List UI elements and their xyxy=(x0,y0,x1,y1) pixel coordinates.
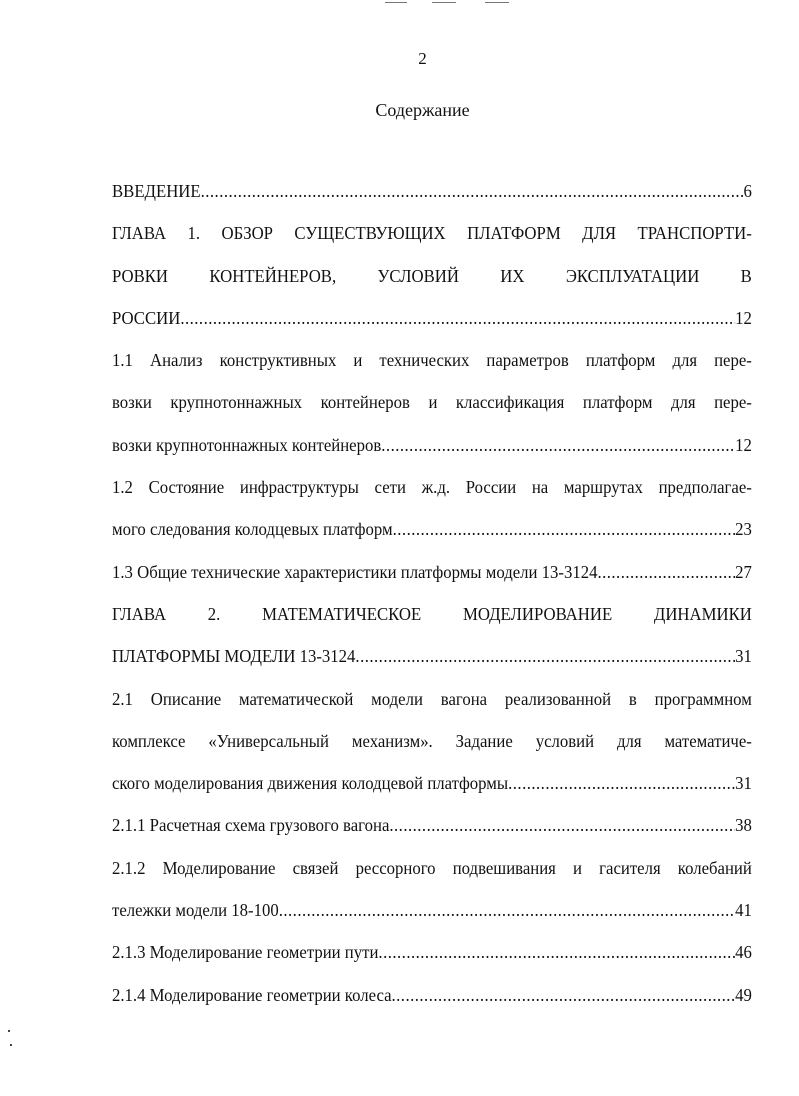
toc-page-number: 38 xyxy=(735,815,752,836)
toc-entry-last-line xyxy=(112,559,752,601)
toc-entry-last-line xyxy=(112,770,752,812)
toc-page-number: 46 xyxy=(735,942,752,963)
toc-entry-last-line xyxy=(112,305,752,347)
toc-entry-last-line xyxy=(112,897,752,939)
toc-page-number: 41 xyxy=(735,900,752,921)
toc-entry-line: 1.1 Анализ конструктивных и технических параметров платформ для пере- xyxy=(112,350,752,371)
toc-entry xyxy=(112,220,752,347)
toc-entry-text: ВВЕДЕНИЕ xyxy=(112,181,201,201)
toc-page-number: 12 xyxy=(735,434,752,455)
dot-leader xyxy=(180,305,735,331)
toc-entry xyxy=(112,559,752,601)
scan-artifact-line xyxy=(385,2,407,3)
toc-entry-text: ского моделирования движения колодцевой платформы xyxy=(112,773,509,794)
toc-entry-last-line xyxy=(112,812,752,854)
toc-entry-text: возки крупнотоннажных контейнеров xyxy=(112,434,382,455)
toc-entry-text: 2.1.4 Моделирование геометрии колеса xyxy=(112,984,392,1005)
toc-entry-line: комплексе «Универсальный механизм». Задание условий для математиче- xyxy=(112,730,752,751)
toc-entry-line: 2.1.2 Моделирование связей рессорного подвешивания и гасителя колебаний xyxy=(112,857,752,878)
toc-entry xyxy=(112,474,752,559)
toc-page-number: 31 xyxy=(735,773,752,794)
toc-entry-text: 1.3 Общие технические характеристики платформы модели 13-3124 xyxy=(112,561,598,582)
toc-entry-text: РОССИИ xyxy=(112,307,181,328)
toc-entry-line: ГЛАВА 1. ОБЗОР СУЩЕСТВУЮЩИХ ПЛАТФОРМ ДЛЯ ТРАНСПОРТИ- xyxy=(112,223,752,244)
toc-entry-line: 2.1 Описание математической модели вагона реализованной в программном xyxy=(112,688,752,709)
toc-page-number: 12 xyxy=(735,307,752,328)
toc-entry xyxy=(112,178,752,220)
toc-entry xyxy=(112,601,752,686)
toc-page-number: 6 xyxy=(743,181,752,201)
dot-leader xyxy=(508,770,735,796)
toc-page-number: 23 xyxy=(735,519,752,540)
toc-entry-last-line xyxy=(112,939,752,981)
toc-entry-last-line xyxy=(112,643,752,685)
dot-leader xyxy=(597,559,735,585)
toc-entry-text: тележки модели 18-100 xyxy=(112,900,279,921)
dot-leader xyxy=(279,897,735,923)
toc-entry-line: ГЛАВА 2. МАТЕМАТИЧЕСКОЕ МОДЕЛИРОВАНИЕ ДИНАМИКИ xyxy=(112,603,752,624)
scan-artifact-line xyxy=(485,2,509,3)
toc-entry-text: ПЛАТФОРМЫ МОДЕЛИ 13-3124 xyxy=(112,646,356,667)
toc-title: Содержание xyxy=(375,100,470,120)
dot-leader xyxy=(392,982,736,1008)
scan-artifact-line xyxy=(432,2,456,3)
toc-entry xyxy=(112,855,752,940)
dot-leader xyxy=(355,643,735,669)
toc-entry-line: 1.2 Состояние инфраструктуры сети ж.д. России на маршрутах предполагае- xyxy=(112,477,752,498)
toc-entry xyxy=(112,812,752,854)
dot-leader xyxy=(393,516,735,542)
toc-entry-text: 2.1.3 Моделирование геометрии пути xyxy=(112,942,379,963)
toc-page-number: 31 xyxy=(735,646,752,667)
page-number: 2 xyxy=(418,49,427,68)
toc-entry xyxy=(112,686,752,813)
table-of-contents xyxy=(112,178,752,1024)
dot-leader xyxy=(389,812,735,838)
toc-entry-text: 2.1.1 Расчетная схема грузового вагона xyxy=(112,815,390,836)
toc-entry-text: мого следования колодцевых платформ xyxy=(112,519,393,540)
toc-page-number: 49 xyxy=(735,984,752,1005)
toc-entry-last-line xyxy=(112,516,752,558)
toc-entry xyxy=(112,347,752,474)
scan-speck xyxy=(8,1030,10,1032)
dot-leader xyxy=(378,939,735,965)
toc-entry-line: возки крупнотоннажных контейнеров и классификация платформ для пере- xyxy=(112,392,752,413)
toc-entry xyxy=(112,939,752,981)
toc-entry xyxy=(112,982,752,1024)
dot-leader xyxy=(201,178,744,204)
dot-leader xyxy=(381,432,735,458)
toc-entry-last-line xyxy=(112,432,752,474)
toc-page-number: 27 xyxy=(735,561,752,582)
toc-entry-line: РОВКИ КОНТЕЙНЕРОВ, УСЛОВИЙ ИХ ЭКСПЛУАТАЦИИ В xyxy=(112,265,752,286)
scan-speck xyxy=(10,1044,12,1046)
toc-entry-last-line xyxy=(112,178,752,220)
toc-entry-last-line xyxy=(112,982,752,1024)
